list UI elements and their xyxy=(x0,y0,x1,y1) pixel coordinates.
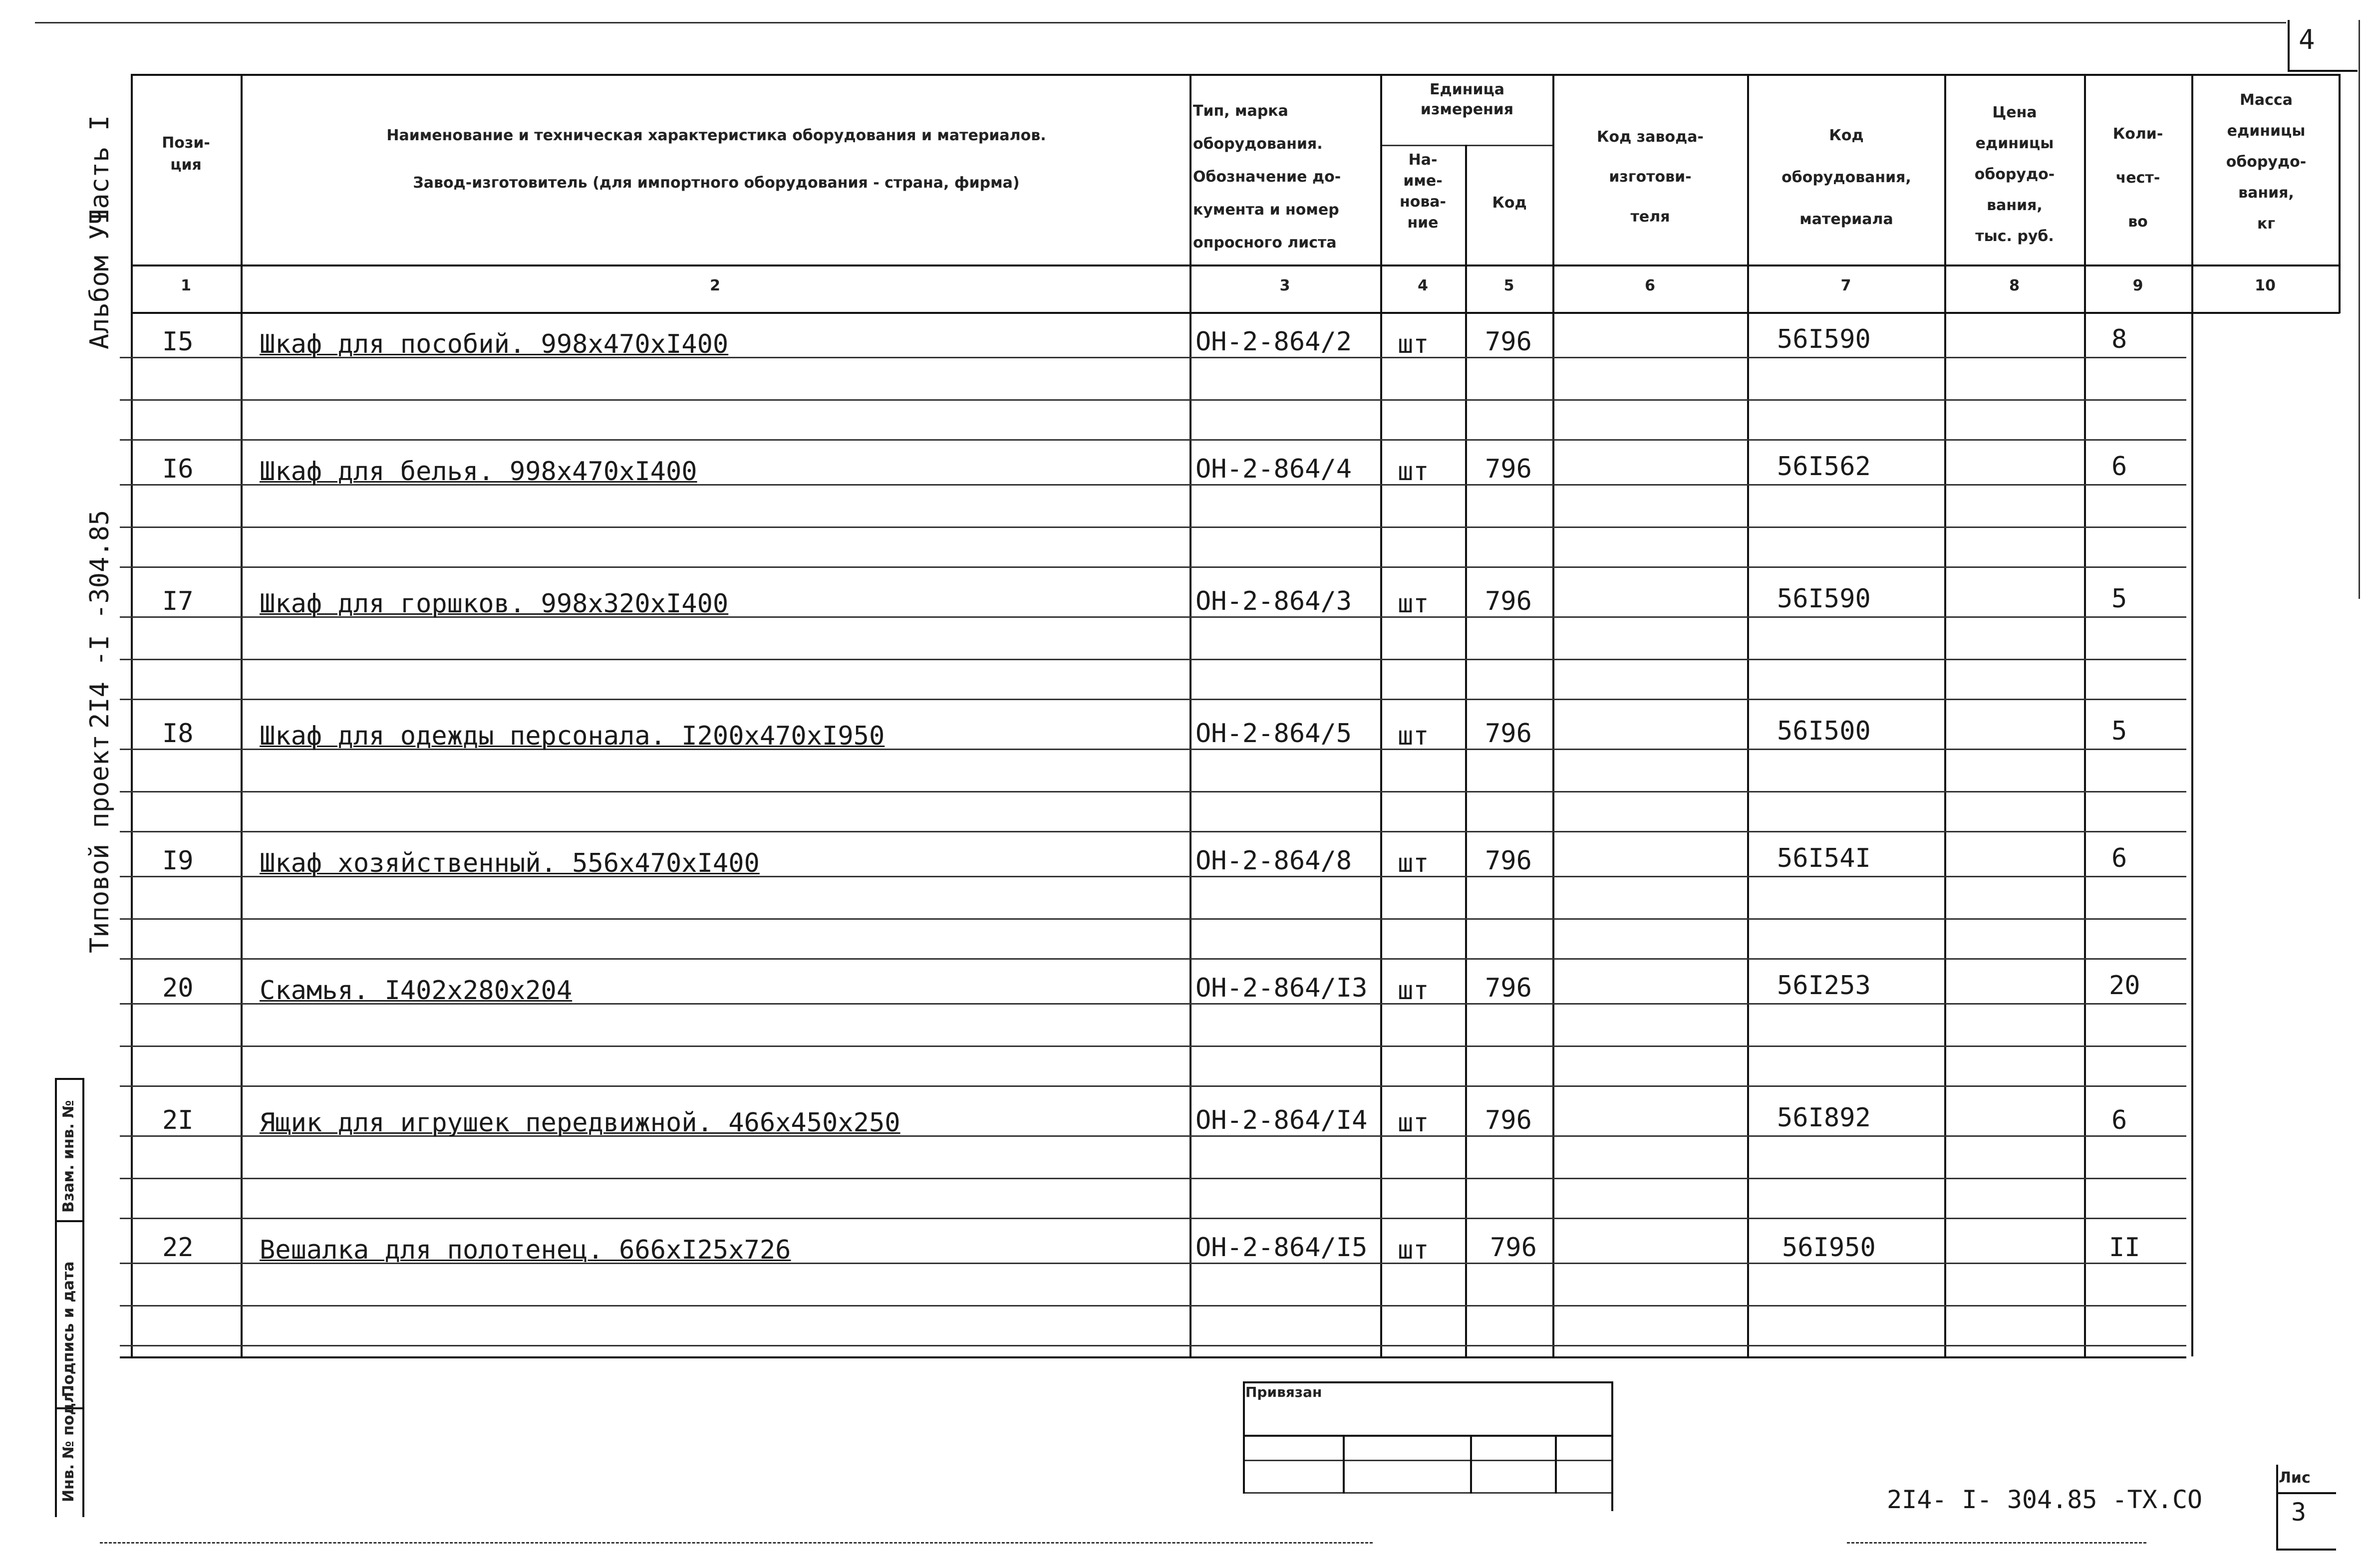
header-material-code: Код оборудования, материала xyxy=(1781,127,1911,228)
col-num-2: 2 xyxy=(710,277,720,294)
row-doc: ОН-2-864/4 xyxy=(1195,454,1352,484)
row-separator xyxy=(120,1218,2186,1219)
row-position: 2I xyxy=(162,1105,194,1135)
header-name-line1: Наименование и техническая характеристика оборудования и материалов. xyxy=(386,127,1046,144)
margin-project: Типовой проект xyxy=(85,734,115,953)
stamp-inv-orig: Инв. № подл. xyxy=(60,1386,77,1502)
row-quantity: 6 xyxy=(2111,843,2127,873)
header-factory-code: Код завода- изготови- теля xyxy=(1597,128,1704,226)
row-separator xyxy=(120,1045,2186,1047)
row-position: 20 xyxy=(162,973,194,1003)
row-name: Ящик для игрушек передвижной. 466х450х250 xyxy=(260,1108,900,1138)
row-quantity: 6 xyxy=(2111,452,2127,482)
row-unit-code: 796 xyxy=(1485,327,1532,357)
row-quantity: 6 xyxy=(2111,1105,2127,1135)
row-separator xyxy=(120,791,2186,792)
row-name: Скамья. I402х280х204 xyxy=(260,976,573,1006)
row-separator xyxy=(120,1085,2186,1087)
row-unit: шт xyxy=(1398,721,1429,751)
row-position: I6 xyxy=(162,454,194,484)
row-position: I5 xyxy=(162,327,194,357)
row-material-code: 56I950 xyxy=(1782,1233,1876,1263)
row-doc: ОН-2-864/I4 xyxy=(1195,1105,1368,1135)
sheet-label: Лис xyxy=(2279,1469,2311,1487)
row-name: Шкаф для белья. 998х470хI400 xyxy=(260,457,697,487)
row-unit-code: 796 xyxy=(1485,719,1532,749)
col-num-6: 6 xyxy=(1645,277,1655,294)
row-separator xyxy=(120,439,2186,441)
row-position: 22 xyxy=(162,1233,194,1263)
stamp-sign-date: Подпись и дата xyxy=(60,1261,77,1397)
col-num-5: 5 xyxy=(1503,277,1514,294)
row-material-code: 56I253 xyxy=(1777,971,1871,1001)
row-quantity: 5 xyxy=(2111,584,2127,614)
row-separator xyxy=(120,526,2186,528)
row-material-code: 56I892 xyxy=(1777,1103,1871,1133)
row-separator xyxy=(120,659,2186,660)
row-doc: ОН-2-864/5 xyxy=(1195,719,1352,749)
sheet-number: 3 xyxy=(2291,1498,2307,1527)
col-num-9: 9 xyxy=(2132,277,2143,294)
col-num-4: 4 xyxy=(1418,277,1428,294)
row-doc: ОН-2-864/2 xyxy=(1195,327,1352,357)
row-doc: ОН-2-864/I5 xyxy=(1195,1233,1368,1263)
row-separator xyxy=(120,1345,2186,1346)
header-type: Тип, марка оборудования. Обозначение до- кумента и номер опросного листа xyxy=(1193,102,1341,252)
row-unit: шт xyxy=(1398,1235,1429,1265)
row-material-code: 56I500 xyxy=(1777,716,1871,746)
row-separator xyxy=(120,699,2186,700)
row-position: I7 xyxy=(162,586,194,616)
row-name: Шкаф для пособий. 998х470хI400 xyxy=(260,329,729,359)
row-name: Шкаф для горшков. 998х320хI400 xyxy=(260,589,729,619)
header-unit-name: На- име- нова- ние xyxy=(1399,151,1447,232)
row-separator xyxy=(120,566,2186,568)
row-quantity: 8 xyxy=(2111,324,2127,354)
row-position: I9 xyxy=(162,846,194,876)
col-num-3: 3 xyxy=(1279,277,1290,294)
row-separator xyxy=(120,958,2186,960)
row-name: Шкаф для одежды персонала. I200х470хI950 xyxy=(260,721,885,751)
row-material-code: 56I590 xyxy=(1777,324,1871,354)
row-unit: шт xyxy=(1398,457,1429,487)
row-separator xyxy=(120,1178,2186,1179)
row-quantity: 5 xyxy=(2111,716,2127,746)
header-position: Пози- ция xyxy=(162,134,210,174)
margin-part: Часть I xyxy=(85,115,115,225)
row-unit-code: 796 xyxy=(1485,973,1532,1003)
row-unit: шт xyxy=(1398,329,1429,359)
row-separator xyxy=(120,831,2186,832)
header-name-line2: Завод-изготовитель (для импортного оборудования - страна, фирма) xyxy=(413,174,1020,192)
row-unit-code: 796 xyxy=(1490,1233,1537,1263)
row-name: Вешалка для полотенец. 666хI25х726 xyxy=(260,1235,791,1265)
header-price: Цена единицы оборудо- вания, тыс. руб. xyxy=(1974,104,2055,245)
row-quantity: 20 xyxy=(2109,971,2140,1001)
row-separator xyxy=(120,1305,2186,1307)
row-unit-code: 796 xyxy=(1485,454,1532,484)
stamp-inv-replace: Взам. инв. № xyxy=(60,1100,77,1213)
row-doc: ОН-2-864/3 xyxy=(1195,586,1352,616)
header-mass: Масса единицы оборудо- вания, кг xyxy=(2226,91,2307,233)
row-material-code: 56I590 xyxy=(1777,584,1871,614)
row-unit-code: 796 xyxy=(1485,846,1532,876)
row-separator xyxy=(120,918,2186,920)
header-quantity: Коли- чест- во xyxy=(2112,125,2163,231)
col-num-8: 8 xyxy=(2009,277,2020,294)
col-num-10: 10 xyxy=(2255,277,2276,294)
col-num-1: 1 xyxy=(181,277,191,294)
row-quantity: II xyxy=(2109,1233,2140,1263)
row-material-code: 56I562 xyxy=(1777,452,1871,482)
row-doc: ОН-2-864/I3 xyxy=(1195,973,1368,1003)
row-position: I8 xyxy=(162,719,194,749)
col-num-7: 7 xyxy=(1840,277,1851,294)
row-doc: ОН-2-864/8 xyxy=(1195,846,1352,876)
page-number: 4 xyxy=(2299,24,2315,55)
margin-code: 2I4 -I -304.85 xyxy=(85,510,115,729)
row-name: Шкаф хозяйственный. 556х470хI400 xyxy=(260,848,760,878)
document-code: 2I4- I- 304.85 -ТХ.СО xyxy=(1887,1485,2203,1514)
row-material-code: 56I54I xyxy=(1777,843,1871,873)
row-unit: шт xyxy=(1398,589,1429,619)
header-unit-code: Код xyxy=(1492,194,1527,212)
row-unit: шт xyxy=(1398,848,1429,878)
row-unit-code: 796 xyxy=(1485,1105,1532,1135)
stamp-privyazan: Привязан xyxy=(1245,1384,1322,1400)
margin-album: Альбом УI xyxy=(85,209,115,349)
header-unit: Единица измерения xyxy=(1420,81,1514,118)
row-unit-code: 796 xyxy=(1485,586,1532,616)
row-unit: шт xyxy=(1398,976,1429,1006)
row-separator xyxy=(120,399,2186,401)
row-unit: шт xyxy=(1398,1108,1429,1138)
